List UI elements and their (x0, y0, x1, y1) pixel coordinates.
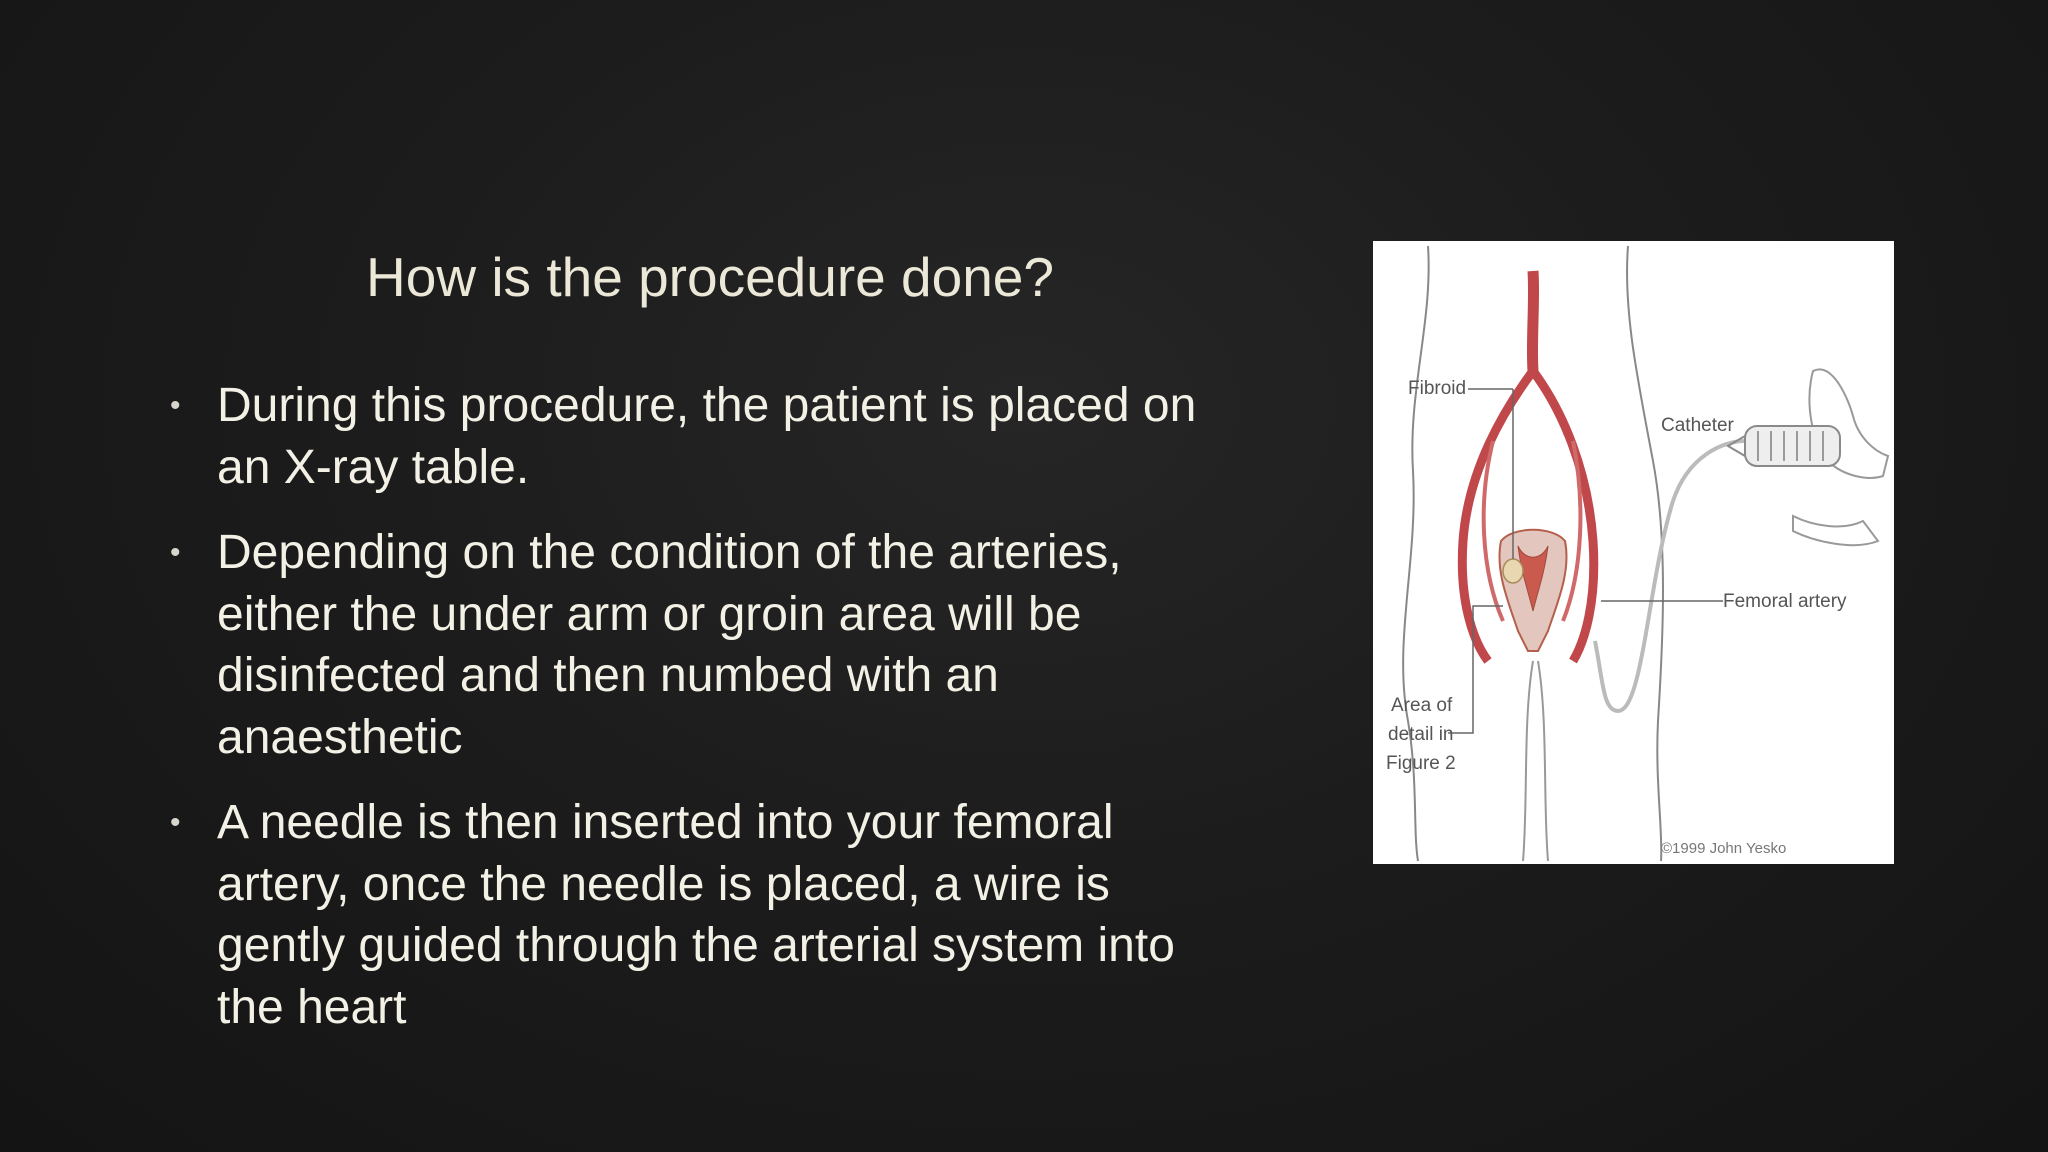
illustration-credit: ©1999 John Yesko (1661, 840, 1787, 857)
bullet-marker: • (170, 806, 181, 839)
left-iliac-branch (1484, 441, 1503, 621)
body-outline-inner (1523, 661, 1533, 861)
bullet-item (160, 792, 1220, 1038)
aorta (1532, 271, 1533, 371)
area-label-line1: Area of (1391, 695, 1453, 716)
bullet-text: During this procedure, the patient is placed on an X-ray table. (217, 379, 1197, 494)
bullet-marker: • (170, 536, 181, 569)
hand-fingers (1793, 516, 1878, 545)
fibroid-label: Fibroid (1408, 378, 1467, 399)
uterine-artery-illustration (1373, 241, 1894, 864)
bullet-list (160, 375, 1220, 1062)
bullet-item (160, 375, 1220, 498)
body-outline-right (1627, 246, 1663, 861)
slide-title: How is the procedure done? (366, 246, 1054, 308)
illustration-svg (1373, 241, 1894, 864)
bullet-text: Depending on the condition of the arteries, either the under arm or groin area will be disinfected and then numbed with an anaesthetic (217, 526, 1122, 764)
body-outline-inner-right (1538, 661, 1548, 861)
syringe-tip (1728, 436, 1745, 456)
area-label-line3: Figure 2 (1386, 753, 1456, 774)
syringe-body (1745, 426, 1840, 466)
bullet-item (160, 522, 1220, 768)
area-label-line2: detail in (1388, 724, 1454, 745)
catheter-line (1595, 441, 1745, 711)
bullet-text: A needle is then inserted into your femoral artery, once the needle is placed, a wire is gently guided through the arterial system into the heart (217, 796, 1175, 1034)
fibroid-mass (1503, 559, 1523, 583)
bullet-marker: • (170, 389, 181, 422)
right-iliac-branch (1563, 441, 1580, 621)
femoral-artery-label: Femoral artery (1723, 591, 1847, 612)
catheter-label: Catheter (1661, 415, 1734, 436)
